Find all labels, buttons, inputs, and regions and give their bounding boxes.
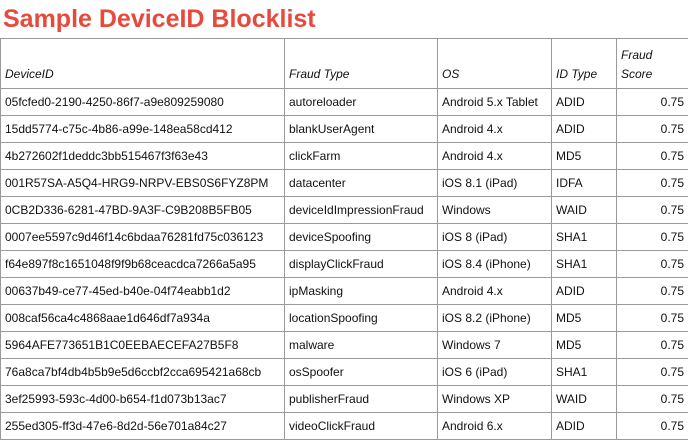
cell-os: iOS 6 (iPad) [438,359,552,386]
cell-device-id: f64e897f8c1651048f9f9b68ceacdca7266a5a95 [1,251,285,278]
cell-fraud-type: deviceIdImpressionFraud [285,197,438,224]
cell-fraud-type: videoClickFraud [285,413,438,440]
cell-os: Windows [438,197,552,224]
table-row [1,413,688,440]
cell-device-id: 001R57SA-A5Q4-HRG9-NRPV-EBS0S6FYZ8PM [1,170,285,197]
cell-fraud-score: 0.75 [617,386,688,413]
cell-id-type: MD5 [552,332,617,359]
cell-fraud-score: 0.75 [617,224,688,251]
cell-os: Android 5.x Tablet [438,89,552,116]
cell-id-type: ADID [552,89,617,116]
cell-device-id: 3ef25993-593c-4d00-b654-f1d073b13ac7 [1,386,285,413]
cell-os: Android 4.x [438,278,552,305]
cell-os: iOS 8 (iPad) [438,224,552,251]
cell-fraud-score: 0.75 [617,116,688,143]
cell-fraud-type: datacenter [285,170,438,197]
cell-fraud-score: 0.75 [617,359,688,386]
column-header-id-type: ID Type [552,39,617,89]
cell-fraud-type: deviceSpoofing [285,224,438,251]
table-header-row [1,39,688,89]
page-title: Sample DeviceID Blocklist [3,5,316,33]
cell-fraud-score: 0.75 [617,413,688,440]
cell-fraud-type: blankUserAgent [285,116,438,143]
cell-fraud-score: 0.75 [617,251,688,278]
cell-id-type: WAID [552,197,617,224]
cell-device-id: 5964AFE773651B1C0EEBAECEFA27B5F8 [1,332,285,359]
cell-device-id: 4b272602f1deddc3bb515467f3f63e43 [1,143,285,170]
cell-fraud-type: malware [285,332,438,359]
table-row [1,116,688,143]
cell-fraud-score: 0.75 [617,305,688,332]
table-row [1,305,688,332]
cell-id-type: SHA1 [552,359,617,386]
table-row [1,278,688,305]
cell-os: Android 6.x [438,413,552,440]
cell-device-id: 15dd5774-c75c-4b86-a99e-148ea58cd412 [1,116,285,143]
cell-id-type: SHA1 [552,251,617,278]
cell-fraud-type: locationSpoofing [285,305,438,332]
cell-id-type: MD5 [552,305,617,332]
cell-os: iOS 8.4 (iPhone) [438,251,552,278]
cell-device-id: 00637b49-ce77-45ed-b40e-04f74eabb1d2 [1,278,285,305]
table-row [1,386,688,413]
cell-device-id: 255ed305-ff3d-47e6-8d2d-56e701a84c27 [1,413,285,440]
cell-os: iOS 8.2 (iPhone) [438,305,552,332]
column-header-os: OS [438,39,552,89]
cell-id-type: SHA1 [552,224,617,251]
cell-fraud-type: autoreloader [285,89,438,116]
cell-os: Windows 7 [438,332,552,359]
column-header-fraud-score: Fraud Score [617,39,688,89]
cell-os: Android 4.x [438,116,552,143]
cell-id-type: ADID [552,278,617,305]
cell-fraud-type: ipMasking [285,278,438,305]
cell-id-type: ADID [552,116,617,143]
cell-fraud-score: 0.75 [617,197,688,224]
table-row [1,224,688,251]
cell-fraud-type: publisherFraud [285,386,438,413]
cell-fraud-score: 0.75 [617,332,688,359]
table-row [1,170,688,197]
cell-device-id: 05fcfed0-2190-4250-86f7-a9e809259080 [1,89,285,116]
table-row [1,359,688,386]
cell-fraud-score: 0.75 [617,170,688,197]
cell-fraud-type: displayClickFraud [285,251,438,278]
cell-os: Android 4.x [438,143,552,170]
blocklist-table [0,38,688,440]
cell-fraud-score: 0.75 [617,143,688,170]
table-row [1,251,688,278]
table-row [1,143,688,170]
cell-os: iOS 8.1 (iPad) [438,170,552,197]
cell-fraud-type: osSpoofer [285,359,438,386]
column-header-fraud-type: Fraud Type [285,39,438,89]
cell-device-id: 008caf56ca4c4868aae1d646df7a934a [1,305,285,332]
cell-id-type: ADID [552,413,617,440]
cell-device-id: 76a8ca7bf4db4b5b9e5d6ccbf2cca695421a68cb [1,359,285,386]
column-header-device-id: DeviceID [1,39,285,89]
cell-fraud-score: 0.75 [617,278,688,305]
cell-id-type: IDFA [552,170,617,197]
table-row [1,89,688,116]
cell-device-id: 0007ee5597c9d46f14c6bdaa76281fd75c036123 [1,224,285,251]
cell-fraud-type: clickFarm [285,143,438,170]
cell-device-id: 0CB2D336-6281-47BD-9A3F-C9B208B5FB05 [1,197,285,224]
cell-id-type: MD5 [552,143,617,170]
table-row [1,332,688,359]
cell-os: Windows XP [438,386,552,413]
cell-fraud-score: 0.75 [617,89,688,116]
table-row [1,197,688,224]
cell-id-type: WAID [552,386,617,413]
